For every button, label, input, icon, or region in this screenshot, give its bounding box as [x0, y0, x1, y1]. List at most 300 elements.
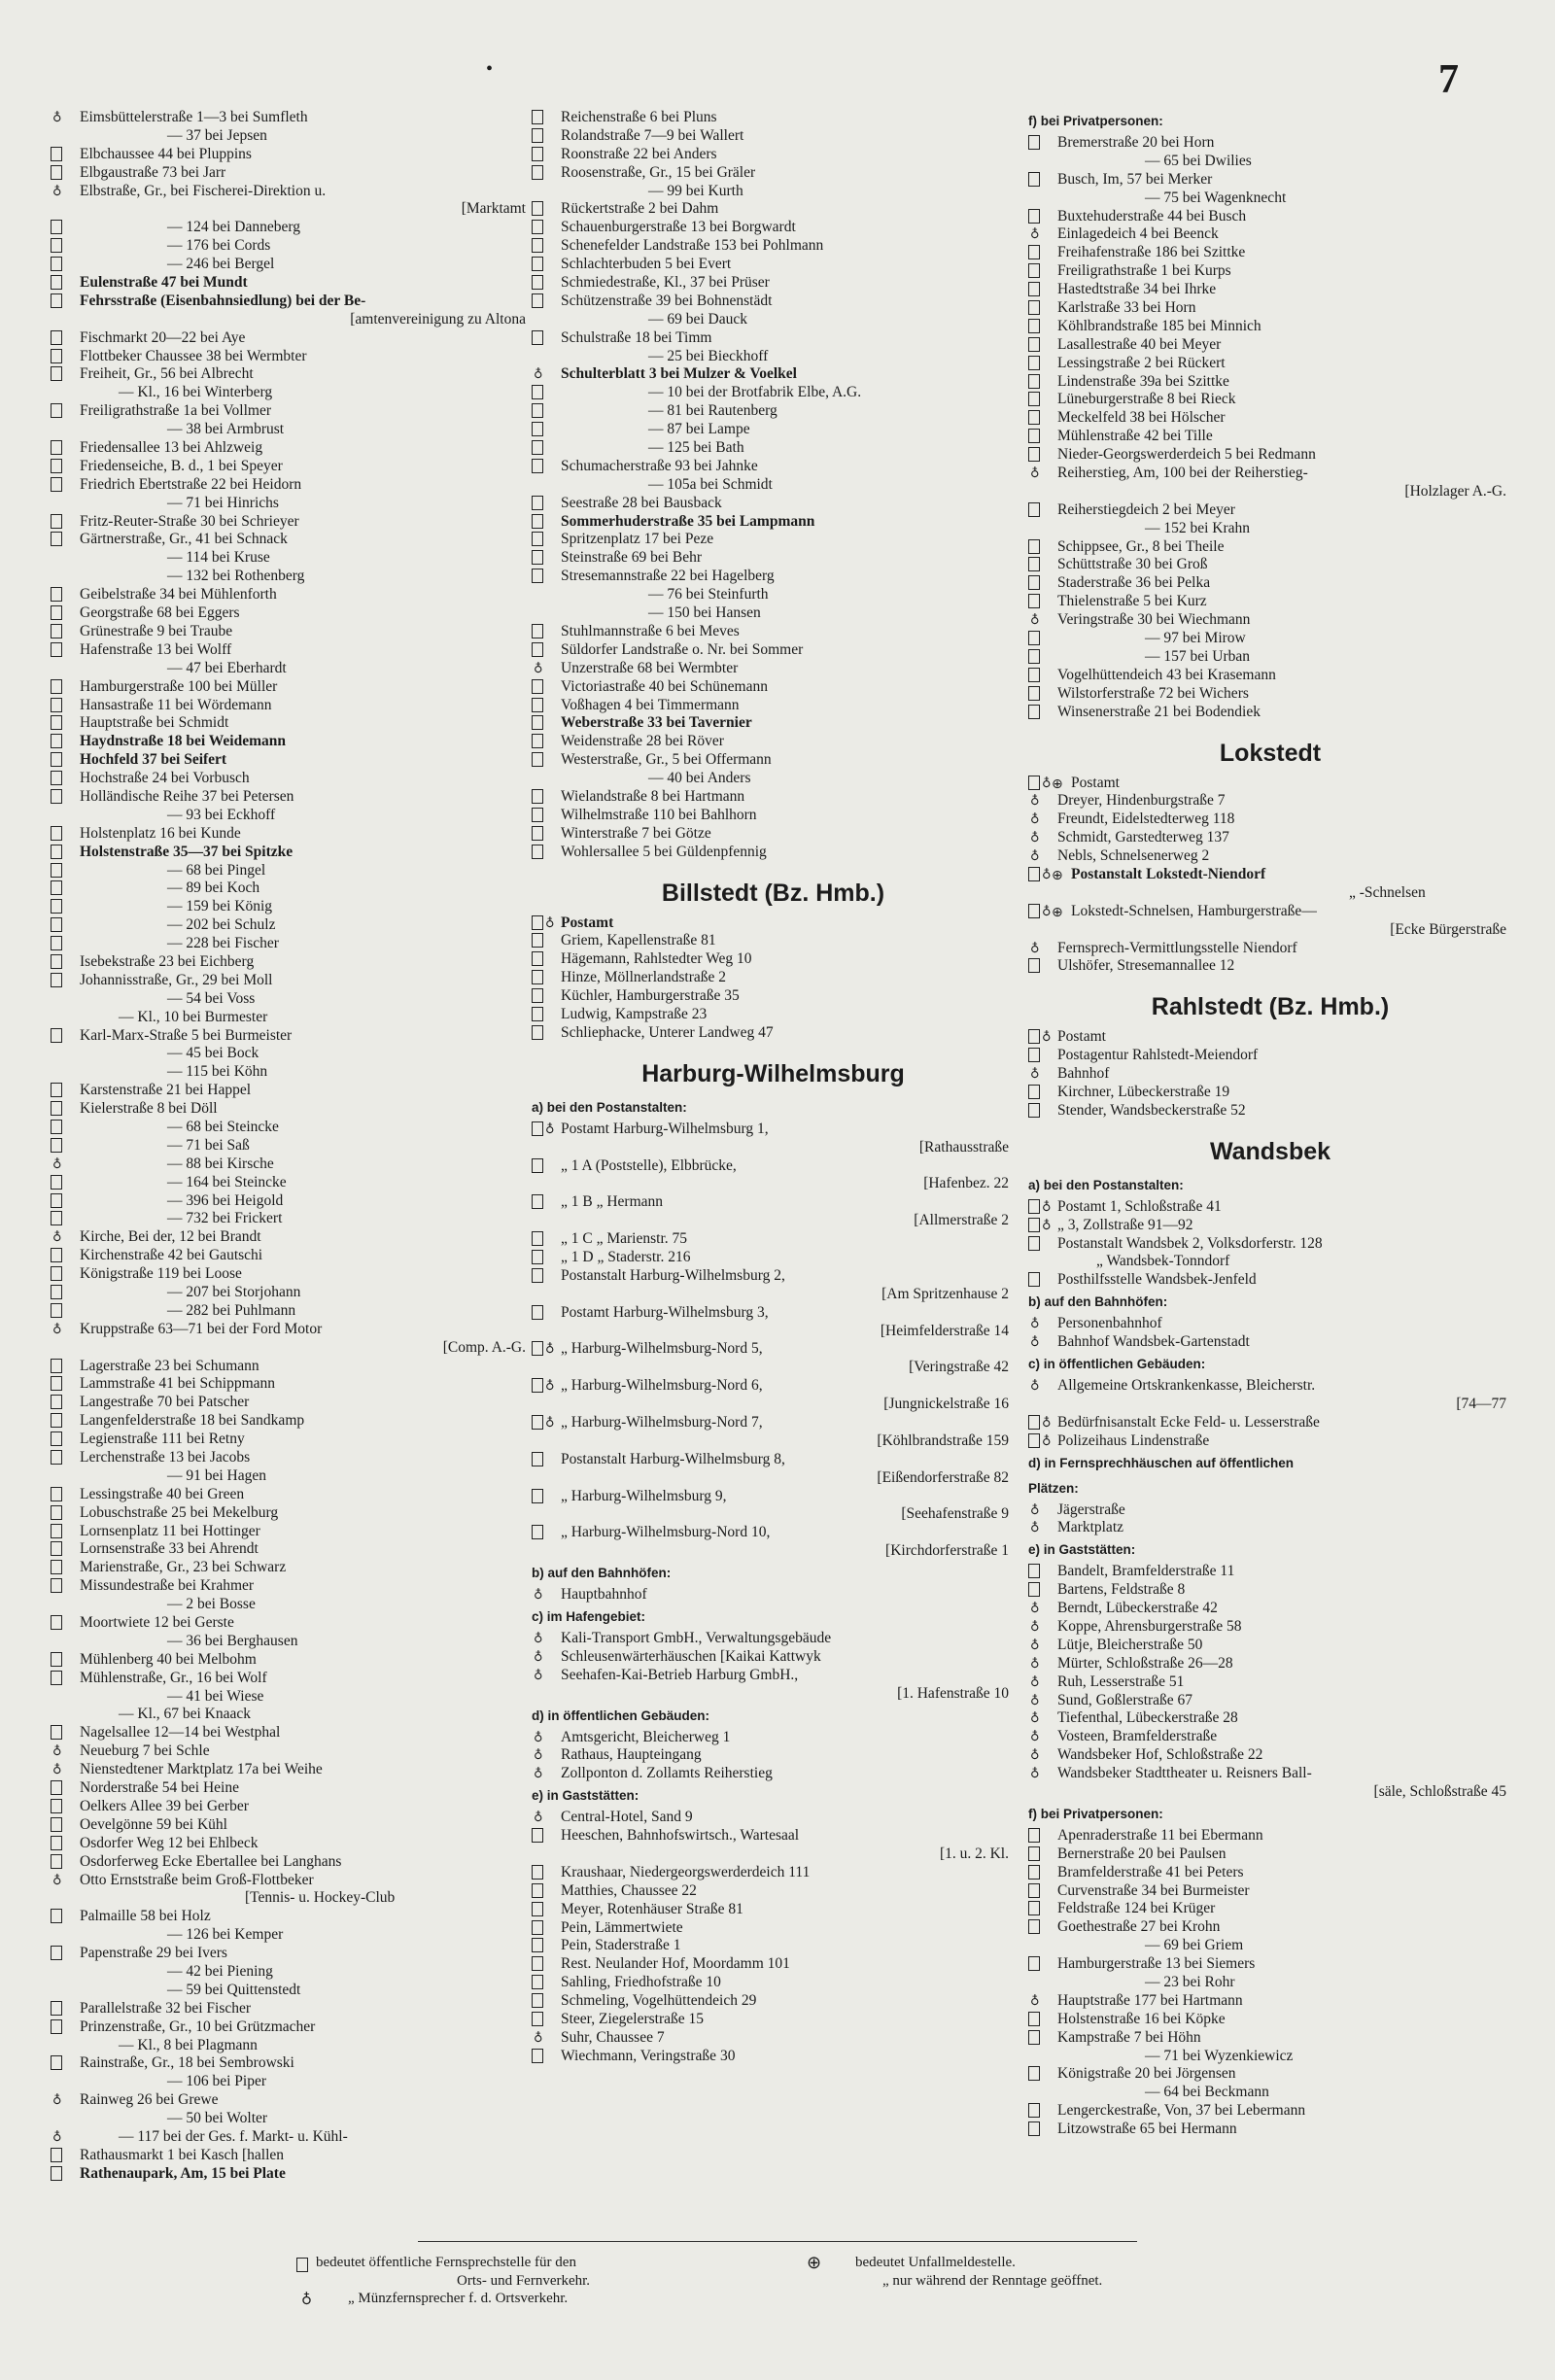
public-phone-box-icon — [51, 624, 62, 638]
directory-entry — [1028, 483, 1512, 501]
entry-text: Langenfelderstraße 18 bei Sandkamp — [80, 1412, 305, 1430]
directory-entry — [532, 458, 1015, 476]
public-phone-box-icon — [532, 1341, 543, 1356]
entry-text: [Tennis- u. Hockey-Club — [245, 1889, 396, 1907]
entry-text: Holstenplatz 16 bei Kunde — [80, 824, 241, 842]
entry-text: Hauptstraße 177 bei Hartmann — [1057, 1991, 1243, 2009]
directory-entry — [1028, 171, 1512, 190]
directory-entry — [51, 862, 532, 880]
public-phone-box-icon — [532, 826, 543, 841]
entry-text: [74—77 — [1456, 1395, 1506, 1412]
directory-entry — [1028, 1783, 1512, 1802]
entry-text: Fritz-Reuter-Straße 30 bei Schrieyer — [80, 512, 299, 530]
directory-entry — [51, 1174, 532, 1192]
public-phone-box-icon — [51, 220, 62, 234]
subsection-heading: f) bei Privatpersonen: — [1028, 114, 1163, 128]
entry-text: Heeschen, Bahnhofswirtsch., Wartesaal — [561, 1827, 800, 1845]
public-phone-box-icon — [51, 936, 62, 950]
entry-text: Postamt Harburg-Wilhelmsburg 3, — [561, 1303, 769, 1321]
public-phone-box-icon — [1028, 300, 1040, 315]
coin-phone-icon: ♁ — [534, 1748, 543, 1764]
coin-phone-icon: ♁ — [52, 1873, 62, 1888]
entry-text: Sahling, Friedhofstraße 10 — [561, 1974, 721, 1991]
directory-entry — [1028, 1673, 1512, 1692]
directory-entry — [51, 1247, 532, 1265]
public-phone-box-icon — [51, 1652, 62, 1667]
coin-phone-icon: ♁ — [545, 1379, 555, 1395]
coin-phone-icon: ♁ — [1030, 227, 1040, 243]
public-phone-box-icon — [1028, 1582, 1040, 1597]
public-phone-box-icon — [532, 459, 543, 473]
public-phone-box-icon — [532, 1828, 543, 1843]
directory-entry — [51, 586, 532, 604]
entry-text: Lütje, Bleicherstraße 50 — [1057, 1636, 1203, 1653]
directory-entry — [51, 1339, 532, 1358]
entry-text: — 41 bei Wiese — [167, 1687, 264, 1705]
public-phone-box-icon — [51, 1817, 62, 1832]
directory-entry — [1028, 2065, 1512, 2084]
directory-entry — [51, 1596, 532, 1614]
entry-text: [1. u. 2. Kl. — [939, 1845, 1009, 1863]
directory-entry — [51, 293, 532, 311]
subsection-heading: a) bei den Postanstalten: — [532, 1099, 687, 1115]
directory-entry — [532, 1157, 1015, 1176]
directory-entry — [1028, 1315, 1512, 1333]
directory-entry — [51, 714, 532, 733]
subsection-heading: b) auf den Bahnhöfen: — [1028, 1294, 1168, 1310]
entry-text: Steer, Ziegelerstraße 15 — [561, 2011, 704, 2028]
subsection-heading: d) in öffentlichen Gebäuden: — [532, 1707, 709, 1723]
entry-text: — Kl., 67 bei Knaack — [119, 1706, 252, 1723]
public-phone-box-icon — [1028, 2103, 1040, 2118]
public-phone-box-icon — [51, 440, 62, 455]
entry-text: Norderstraße 54 bei Heine — [80, 1779, 239, 1797]
entry-text: [Rathausstraße — [918, 1138, 1009, 1156]
entry-text: Mürter, Schloßstraße 26—28 — [1057, 1654, 1233, 1672]
directory-entry — [51, 329, 532, 348]
directory-entry — [51, 604, 532, 623]
entry-text: Tiefenthal, Lübeckerstraße 28 — [1057, 1709, 1238, 1727]
directory-entry — [1028, 373, 1512, 392]
entry-text: Central-Hotel, Sand 9 — [561, 1809, 693, 1826]
directory-entry — [532, 365, 1015, 384]
directory-entry — [532, 200, 1015, 219]
public-phone-box-icon — [532, 808, 543, 822]
public-phone-box-icon — [532, 275, 543, 290]
directory-entry — [532, 1937, 1015, 1955]
public-phone-box-icon — [51, 330, 62, 345]
public-phone-box-icon — [51, 1303, 62, 1318]
directory-entry — [51, 2054, 532, 2073]
directory-entry — [51, 2147, 532, 2165]
directory-entry — [51, 770, 532, 788]
entry-text: Johannisstraße, Gr., 29 bei Moll — [80, 971, 273, 988]
entry-text: Voßhagen 4 bei Timmermann — [561, 696, 740, 713]
public-phone-box-icon — [1028, 410, 1040, 425]
entry-text: Pein, Staderstraße 1 — [561, 1937, 681, 1954]
entry-text: Bremerstraße 20 bei Horn — [1057, 134, 1215, 151]
public-phone-box-icon — [532, 422, 543, 436]
entry-text: Meckelfeld 38 bei Hölscher — [1057, 409, 1226, 427]
column-3 — [1028, 109, 1512, 2139]
directory-entry — [51, 127, 532, 146]
directory-entry — [51, 1761, 532, 1779]
entry-text: Holländische Reihe 37 bei Petersen — [80, 787, 294, 805]
entry-text: — 91 bei Hagen — [167, 1466, 267, 1484]
public-phone-box-icon — [51, 477, 62, 492]
entry-text: Holstenstraße 35—37 bei Spitzke — [80, 843, 294, 860]
entry-text: Staderstraße 36 bei Pelka — [1057, 574, 1211, 592]
entry-text: Lornsenplatz 11 bei Hottinger — [80, 1522, 260, 1539]
directory-entry — [532, 1286, 1015, 1304]
entry-text: Kampstraße 7 bei Höhn — [1057, 2028, 1201, 2046]
public-phone-box-icon — [51, 1780, 62, 1795]
directory-entry — [1028, 1655, 1512, 1673]
directory-entry — [1028, 921, 1512, 940]
entry-text: Wilstorferstraße 72 bei Wichers — [1057, 684, 1249, 702]
directory-entry — [1028, 667, 1512, 685]
entry-text: Schmeling, Vogelhüttendeich 29 — [561, 1992, 757, 2010]
coin-phone-icon: ♁ — [1042, 1030, 1052, 1046]
public-phone-box-icon — [1028, 392, 1040, 406]
directory-entry — [1028, 1563, 1512, 1581]
entry-text: Lüneburgerstraße 8 bei Rieck — [1057, 391, 1236, 408]
directory-entry — [1028, 1217, 1512, 1235]
public-phone-box-icon — [532, 238, 543, 253]
public-phone-box-icon — [51, 1138, 62, 1153]
public-phone-box-icon — [1028, 575, 1040, 590]
entry-text: „ 1 B „ Hermann — [561, 1193, 664, 1211]
coin-phone-icon: ♁ — [52, 1230, 62, 1246]
public-phone-box-icon — [1028, 1433, 1040, 1448]
public-phone-box-icon — [532, 1194, 543, 1209]
section-gap — [1028, 722, 1512, 732]
entry-text: Reiherstieg, Am, 100 bei der Reiherstieg- — [1057, 465, 1308, 482]
entry-text: Legienstraße 111 bei Retny — [80, 1431, 245, 1448]
directory-entry — [1028, 1882, 1512, 1901]
directory-entry — [532, 932, 1015, 950]
coin-phone-icon: ♁ — [1030, 466, 1040, 482]
entry-text: — 47 bei Eberhardt — [167, 659, 287, 676]
public-phone-box-icon — [51, 1946, 62, 1960]
entry-text: Reiherstiegdeich 2 bei Meyer — [1057, 500, 1235, 518]
directory-entry — [532, 1524, 1015, 1542]
entry-text: — 115 bei Köhn — [167, 1063, 268, 1081]
entry-text: Postagentur Rahlstedt-Meiendorf — [1057, 1047, 1259, 1064]
directory-entry — [1028, 811, 1512, 829]
entry-text: — 54 bei Voss — [167, 989, 256, 1007]
public-phone-box-icon — [51, 698, 62, 712]
public-phone-box-icon — [532, 550, 543, 565]
entry-text: — 71 bei Saß — [167, 1136, 250, 1154]
directory-entry — [532, 1901, 1015, 1919]
directory-entry — [1028, 704, 1512, 722]
coin-phone-icon: ♁ — [1030, 1748, 1040, 1764]
directory-entry — [532, 1586, 1015, 1604]
coin-phone-icon: ♁ — [534, 1730, 543, 1745]
legend-accident-text: bedeutet Unfallmeldestelle. — [855, 2255, 1016, 2270]
public-phone-box-icon — [51, 403, 62, 418]
coin-phone-icon: ♁ — [534, 661, 543, 676]
public-phone-box-icon — [1028, 1956, 1040, 1971]
legend-box-text: bedeutet öffentliche Fernsprechstelle für den — [316, 2255, 576, 2270]
public-phone-box-icon — [532, 1865, 543, 1880]
entry-text: Winsenerstraße 21 bei Bodendiek — [1057, 703, 1261, 720]
public-phone-box-icon — [532, 1920, 543, 1935]
public-phone-box-icon — [532, 1975, 543, 1989]
public-phone-box-icon — [51, 1120, 62, 1134]
directory-entry — [51, 274, 532, 293]
directory-entry — [51, 1394, 532, 1412]
public-phone-box-icon — [1028, 502, 1040, 517]
directory-entry — [532, 1955, 1015, 1974]
public-phone-box-icon — [532, 220, 543, 234]
public-phone-box-icon — [1028, 539, 1040, 554]
coin-phone-icon: ♁ — [1030, 1067, 1040, 1083]
entry-text: Lobuschstraße 25 bei Mekelburg — [80, 1503, 279, 1521]
directory-entry — [51, 1963, 532, 1982]
directory-entry — [51, 183, 532, 201]
coin-phone-icon: ♁ — [1030, 1767, 1040, 1782]
entry-text: [amtenvereinigung zu Altona — [350, 310, 526, 328]
public-phone-box-icon — [51, 2166, 62, 2181]
directory-entry — [1028, 866, 1512, 884]
section-heading: Lokstedt — [1219, 739, 1322, 767]
public-phone-box-icon — [51, 1671, 62, 1685]
directory-entry — [1028, 1827, 1512, 1845]
entry-text: Isebekstraße 23 bei Eichberg — [80, 952, 255, 970]
entry-text: Kielerstraße 8 bei Döll — [80, 1100, 218, 1118]
entry-text: Schleusenwärterhäuschen [Kaikai Kattwyk — [561, 1647, 821, 1665]
directory-entry — [51, 1467, 532, 1486]
public-phone-box-icon — [51, 2001, 62, 2016]
directory-entry — [1028, 792, 1512, 811]
entry-text: [Ecke Bürgerstraße — [1390, 920, 1506, 938]
entry-text: Rathaus, Haupteingang — [561, 1746, 702, 1764]
entry-text: Hansastraße 11 bei Wördemann — [80, 696, 272, 713]
public-phone-box-icon — [532, 165, 543, 180]
directory-entry — [532, 1685, 1015, 1704]
public-phone-box-icon — [51, 845, 62, 859]
entry-text: — 64 bei Beckmann — [1145, 2084, 1269, 2101]
public-phone-box-icon — [51, 973, 62, 987]
public-phone-box-icon — [51, 826, 62, 841]
public-phone-box-icon — [1028, 668, 1040, 682]
directory-entry — [51, 2110, 532, 2128]
entry-text: Elbchaussee 44 bei Pluppins — [80, 145, 252, 162]
public-phone-box-icon — [296, 2258, 308, 2272]
public-phone-box-icon — [532, 147, 543, 161]
public-phone-box-icon — [1028, 282, 1040, 296]
entry-text: Bartens, Feldstraße 8 — [1057, 1581, 1186, 1599]
entry-text: Berndt, Lübeckerstraße 42 — [1057, 1600, 1218, 1617]
directory-entry — [51, 1742, 532, 1761]
directory-entry — [51, 660, 532, 678]
directory-entry — [1028, 685, 1512, 704]
directory-entry — [532, 950, 1015, 969]
coin-phone-icon: ♁ — [534, 2030, 543, 2046]
public-phone-box-icon — [1028, 2012, 1040, 2026]
entry-text: Lengerckestraße, Von, 37 bei Lebermann — [1057, 2102, 1306, 2120]
directory-entry — [51, 1192, 532, 1211]
directory-entry — [51, 2165, 532, 2184]
directory-entry — [51, 531, 532, 549]
public-phone-box-icon — [51, 1413, 62, 1428]
entry-text: [Comp. A.-G. — [442, 1338, 526, 1356]
directory-entry — [532, 1304, 1015, 1323]
directory-entry — [1028, 2121, 1512, 2139]
public-phone-box-icon — [1028, 594, 1040, 608]
directory-entry — [1028, 1253, 1512, 1271]
public-phone-box-icon — [1028, 1865, 1040, 1880]
coin-phone-icon: ♁ — [1042, 904, 1052, 919]
directory-entry — [51, 1577, 532, 1596]
directory-entry — [532, 660, 1015, 678]
public-phone-box-icon — [51, 752, 62, 767]
public-phone-box-icon — [1028, 356, 1040, 370]
entry-text: Hägemann, Rahlstedter Weg 10 — [561, 950, 752, 968]
public-phone-box-icon — [51, 863, 62, 878]
directory-entry — [532, 1006, 1015, 1024]
directory-entry — [532, 1175, 1015, 1193]
directory-entry — [51, 916, 532, 935]
entry-text: Elbstraße, Gr., bei Fischerei-Direktion u. — [80, 182, 327, 199]
section-gap — [532, 1043, 1015, 1052]
public-phone-box-icon — [51, 1266, 62, 1281]
directory-entry — [532, 641, 1015, 660]
entry-text: Bedürfnisanstalt Ecke Feld- u. Lesserstraße — [1057, 1413, 1320, 1431]
entry-text: Thielenstraße 5 bei Kurz — [1057, 593, 1207, 610]
directory-entry — [1028, 1746, 1512, 1765]
public-phone-box-icon — [51, 1578, 62, 1593]
entry-text: Süldorfer Landstraße o. Nr. bei Sommer — [561, 640, 804, 658]
entry-text: Schmidt, Garstedterweg 137 — [1057, 829, 1229, 846]
coin-phone-icon: ♁ — [534, 367, 543, 383]
public-phone-box-icon — [532, 845, 543, 859]
directory-entry — [1028, 225, 1512, 244]
entry-text: Karstenstraße 21 bei Happel — [80, 1082, 252, 1099]
public-phone-box-icon — [532, 514, 543, 529]
entry-text: — 228 bei Fischer — [167, 935, 279, 952]
directory-entry — [532, 1432, 1015, 1451]
entry-text: Lokstedt-Schnelsen, Hamburgerstraße— — [1071, 902, 1317, 919]
public-phone-box-icon — [1028, 245, 1040, 259]
directory-entry — [51, 2073, 532, 2091]
entry-text: Lessingstraße 2 bei Rückert — [1057, 354, 1226, 371]
public-phone-box-icon — [532, 1305, 543, 1320]
entry-text: Pein, Lämmertwiete — [561, 1918, 683, 1936]
entry-text: — 59 bei Quittenstedt — [167, 1981, 301, 1998]
public-phone-box-icon — [51, 1487, 62, 1501]
directory-entry — [51, 678, 532, 697]
public-phone-box-icon — [532, 110, 543, 124]
entry-text: — 125 bei Bath — [648, 439, 744, 457]
entry-text: Langestraße 70 bei Patscher — [80, 1394, 250, 1411]
entry-text: — 71 bei Wyzenkiewicz — [1145, 2047, 1294, 2064]
section-heading: Wandsbek — [1209, 1137, 1331, 1165]
public-phone-box-icon — [532, 1938, 543, 1952]
public-phone-box-icon — [1028, 1199, 1040, 1214]
public-phone-box-icon — [51, 1248, 62, 1262]
entry-text: Dreyer, Hindenburgstraße 7 — [1057, 792, 1226, 810]
entry-text: Einlagedeich 4 bei Beenck — [1057, 225, 1219, 243]
directory-entry — [1028, 1765, 1512, 1783]
public-phone-box-icon — [532, 1158, 543, 1173]
entry-text: — 105a bei Schmidt — [648, 475, 773, 493]
directory-entry — [532, 604, 1015, 623]
public-phone-box-icon — [1028, 867, 1040, 881]
directory-entry — [532, 1451, 1015, 1469]
entry-text: Postanstalt Lokstedt-Niendorf — [1071, 865, 1266, 882]
entry-text: Vosteen, Bramfelderstraße — [1057, 1728, 1218, 1745]
directory-entry — [1028, 1065, 1512, 1084]
directory-entry — [51, 623, 532, 641]
entry-text: Wielandstraße 8 bei Hartmann — [561, 787, 745, 805]
public-phone-box-icon — [1028, 1564, 1040, 1578]
entry-text: — 75 bei Wagenknecht — [1145, 189, 1287, 206]
directory-entry — [51, 1706, 532, 1724]
directory-entry — [51, 1779, 532, 1798]
entry-text: Nagelsallee 12—14 bei Westphal — [80, 1724, 281, 1742]
coin-phone-icon: ♁ — [1030, 1378, 1040, 1394]
entry-text: Steinstraße 69 bei Behr — [561, 549, 703, 567]
public-phone-box-icon — [51, 1175, 62, 1190]
public-phone-box-icon — [1028, 1236, 1040, 1251]
directory-entry — [532, 770, 1015, 788]
public-phone-box-icon — [51, 1376, 62, 1391]
coin-phone-icon: ♁ — [1030, 1502, 1040, 1518]
entry-text: — 87 bei Lampe — [648, 421, 750, 438]
directory-entry — [51, 2000, 532, 2018]
entry-text: Lasallestraße 40 bei Meyer — [1057, 335, 1222, 353]
entry-text: Nienstedtener Marktplatz 17a bei Weihe — [80, 1761, 323, 1778]
entry-text: „ Harburg-Wilhelmsburg-Nord 5, — [561, 1340, 763, 1358]
entry-text: Postamt Harburg-Wilhelmsburg 1, — [561, 1120, 769, 1137]
public-phone-box-icon — [1028, 1029, 1040, 1044]
entry-text: Kali-Transport GmbH., Verwaltungsgebäude — [561, 1630, 832, 1647]
directory-entry — [51, 1137, 532, 1156]
section-gap — [532, 862, 1015, 872]
directory-entry — [51, 513, 532, 532]
entry-text: Hastedtstraße 34 bei Ihrke — [1057, 281, 1217, 298]
public-phone-box-icon — [51, 532, 62, 546]
subsection-heading: e) in Gaststätten: — [1028, 1542, 1136, 1558]
directory-entry — [51, 495, 532, 513]
directory-entry — [532, 1542, 1015, 1561]
public-phone-box-icon — [51, 2055, 62, 2070]
directory-entry — [51, 807, 532, 825]
directory-entry — [51, 146, 532, 164]
public-phone-box-icon — [51, 715, 62, 730]
entry-text: Nieder-Georgswerderdeich 5 bei Redmann — [1057, 446, 1316, 464]
directory-entry — [1028, 1845, 1512, 1864]
public-phone-box-icon — [51, 1615, 62, 1630]
entry-text: Rainweg 26 bei Grewe — [80, 2091, 219, 2109]
directory-entry — [1028, 262, 1512, 281]
coin-phone-icon: ♁ — [52, 1322, 62, 1337]
entry-text: — 2 bei Bosse — [167, 1596, 256, 1613]
entry-text: — 45 bei Bock — [167, 1045, 259, 1062]
entry-text: Wiechmann, Veringstraße 30 — [561, 2047, 736, 2064]
coin-phone-icon: ♁ — [1030, 1335, 1040, 1351]
directory-entry — [532, 1121, 1015, 1139]
directory-entry — [51, 311, 532, 329]
entry-text: [Seehafenstraße 9 — [901, 1505, 1009, 1523]
directory-entry — [1028, 775, 1512, 793]
entry-text: Lerchenstraße 13 bei Jacobs — [80, 1449, 251, 1466]
directory-entry — [1028, 611, 1512, 630]
directory-entry — [51, 1156, 532, 1174]
